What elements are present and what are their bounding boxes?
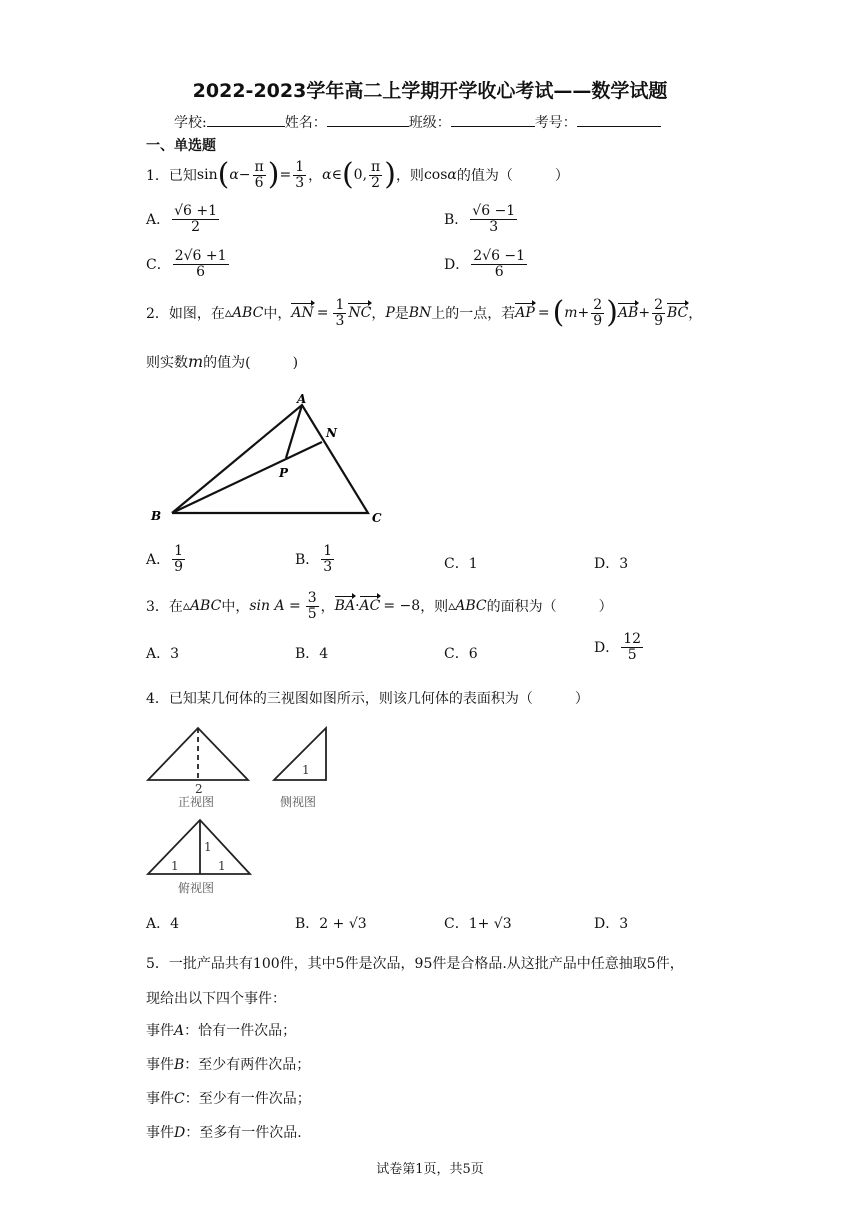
top-view-triangle (148, 820, 250, 874)
label-N: N (326, 426, 337, 440)
q1-text-a: 已知 (168, 168, 197, 184)
q4-option-b[interactable]: B．2 + √3 (295, 916, 367, 932)
question-2: 2． 如图，在 ▵ABC 中， AN = $\frac{1}{3}$ NC ， P 是 BN 上的一点，若 AP = ( m+ $\frac{2}{9}$ ) AB + $\frac{2}{9}$ BC ， (146, 295, 703, 330)
section-heading: 一、单选题 (146, 138, 216, 154)
q2-option-a[interactable]: A． $\frac{1}{9}$ (146, 543, 184, 575)
side-view-label: 侧视图 (280, 795, 317, 809)
q1-sin: sin (196, 167, 218, 183)
event-c: 事件C：至少有一件次品； (146, 1091, 311, 1107)
class-label: 班级： (408, 115, 451, 131)
exam-no-blank (577, 113, 661, 127)
q1-text-b: ，则 (395, 168, 424, 184)
q1-number: 1． (146, 168, 169, 184)
label-P: P (279, 466, 289, 480)
school-blank (207, 113, 285, 127)
top-view-dimension-height: 1 (204, 840, 212, 854)
q2-option-b[interactable]: B． $\frac{1}{3}$ (295, 543, 333, 575)
side-view-dimension: 1 (302, 763, 310, 777)
q1-option-c[interactable]: C． $\frac{2√6 +1}{6}$ (146, 248, 227, 280)
q3-option-b[interactable]: B．4 (295, 646, 329, 662)
q4-option-d[interactable]: D．3 (594, 916, 629, 932)
q1-text-c: 的值为（ ） (456, 168, 569, 184)
q1-equals: = (279, 167, 292, 183)
school-label: 学校: (174, 115, 207, 131)
top-view-dimension-left: 1 (171, 859, 179, 873)
exam-title: 2022-2023学年高二上学期开学收心考试——数学试题 (192, 80, 668, 102)
q1-option-b[interactable]: B． $\frac{√6 -1}{3}$ (444, 203, 516, 235)
q1-alpha-2: α (447, 167, 457, 183)
q1-interval-left: ( (341, 157, 354, 192)
q1-option-d[interactable]: D． $\frac{2√6 -1}{6}$ (444, 248, 526, 280)
q1-minus: − (238, 167, 251, 183)
page-footer: 试卷第1页，共5页 (376, 1162, 484, 1177)
q1-pi-over-6: $\frac{\pi}{6}$ (254, 158, 264, 191)
q1-alpha-in: α∈ (322, 167, 342, 183)
q1-paren-right: ) (267, 157, 280, 192)
q1-comma: ， (308, 168, 323, 184)
front-view-triangle (148, 728, 248, 780)
question-4: 4．已知某几何体的三视图如图所示，则该几何体的表面积为（ ） (146, 691, 589, 707)
q1-alpha: α (229, 167, 239, 183)
q2-option-d[interactable]: D．3 (594, 556, 629, 572)
top-view-dimension-right: 1 (218, 859, 226, 873)
q1-zero: 0, (353, 167, 368, 183)
student-info-line (174, 112, 661, 132)
segment-bn (172, 442, 322, 513)
q4-option-c[interactable]: C．1+ √3 (444, 916, 512, 932)
label-B: B (151, 509, 162, 523)
name-blank (327, 113, 409, 127)
event-a: 事件A：恰有一件次品； (146, 1023, 297, 1039)
question-1 (146, 152, 569, 198)
q4-option-a[interactable]: A．4 (146, 916, 180, 932)
q1-option-a[interactable]: A． $\frac{√6 +1}{2}$ (146, 203, 218, 235)
q1-one-third: $\frac{1}{3}$ (295, 158, 305, 191)
triangle-figure (140, 390, 400, 530)
question-5-line1: 5．一批产品共有100件，其中5件是次品，95件是合格品.从这批产品中任意抽取5件， (146, 956, 684, 972)
event-d: 事件D：至多有一件次品. (146, 1125, 302, 1141)
class-blank (451, 113, 535, 127)
q1-paren-left: ( (217, 157, 230, 192)
name-label: 姓名： (284, 115, 327, 131)
q1-pi-over-2: $\frac{\pi}{2}$ (371, 158, 381, 191)
question-3: 3． 在 ▵ABC 中， sin A = $\frac{3}{5}$ ， BA · AC = −8 ，则 ▵ABC 的面积为（ ） (146, 589, 613, 622)
event-b: 事件B：至少有两件次品； (146, 1057, 311, 1073)
triangle-abc (172, 405, 368, 513)
front-view-label: 正视图 (178, 795, 215, 809)
front-view-dimension: 2 (195, 782, 203, 796)
q3-option-c[interactable]: C．6 (444, 646, 478, 662)
label-A: A (297, 392, 307, 406)
q1-cos: cos (423, 167, 448, 183)
three-view-figure (140, 722, 340, 898)
label-C: C (372, 511, 382, 525)
question-5-line2: 现给出以下四个事件： (146, 991, 286, 1007)
side-view-triangle (274, 728, 326, 780)
q3-option-a[interactable]: A．3 (146, 646, 180, 662)
q3-option-d[interactable]: D． $\frac{12}{5}$ (594, 631, 642, 663)
question-2-line2: 则实数m的值为( ) (146, 352, 299, 371)
q2-option-c[interactable]: C．1 (444, 556, 478, 572)
top-view-label: 俯视图 (178, 881, 215, 895)
q1-interval-right: ) (384, 157, 396, 192)
exam-no-label: 考号： (534, 115, 577, 131)
